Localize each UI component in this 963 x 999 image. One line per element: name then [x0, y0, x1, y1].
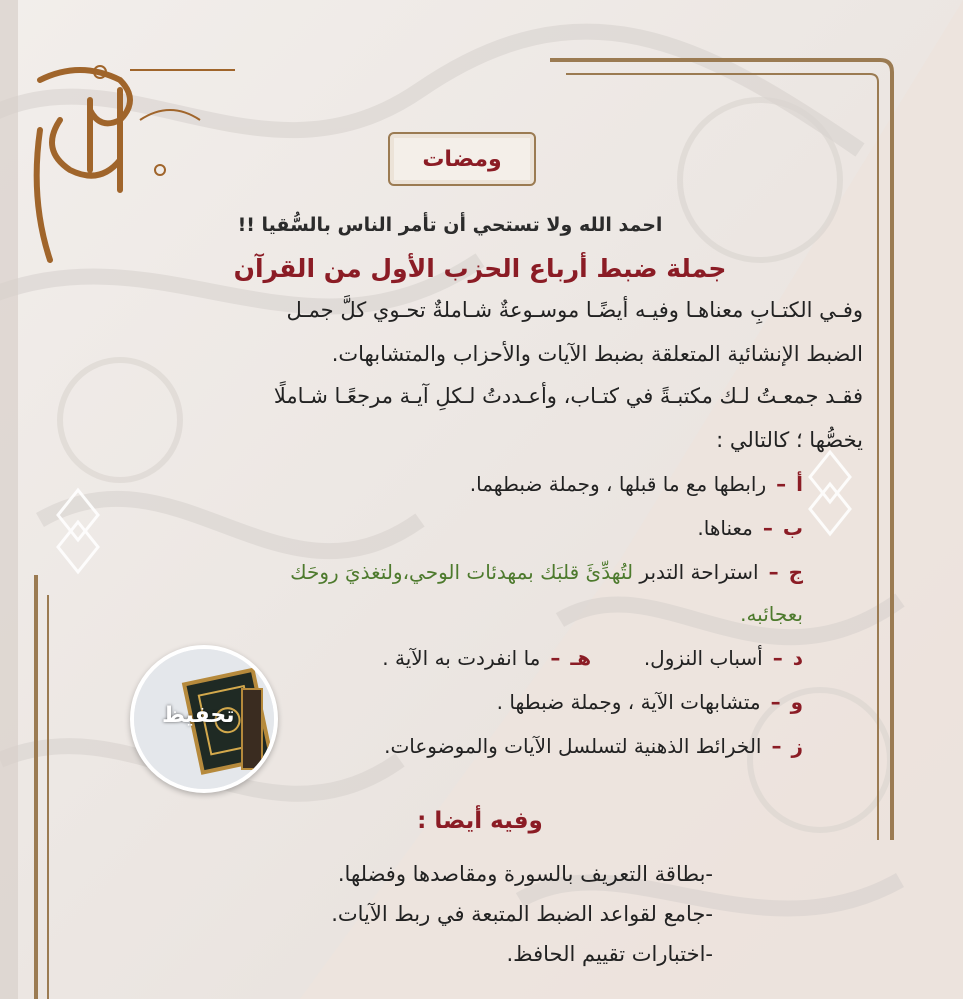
bullet-item: -اختبارات تقييم الحافظ. [506, 942, 713, 966]
bullet-item: -بطاقة التعريف بالسورة ومقاصدها وفضلها. [337, 862, 713, 886]
item-mark: ز [791, 734, 803, 758]
headline: جملة ضبط أرباع الحزب الأول من القرآن [233, 254, 727, 283]
item-text: استراحة التدبر [639, 560, 759, 584]
item-text: الخرائط الذهنية لتسلسل الآيات والموضوعات. [384, 734, 762, 758]
list-item [290, 560, 803, 584]
badge-label: ومضات [422, 146, 502, 172]
item-mark: و [790, 690, 803, 714]
paragraph-line-2: الضبط الإنشائية المتعلقة بضبط الآيات والأحزاب والمتشابهات. [331, 342, 863, 366]
item-text: ما انفردت به الآية . [382, 646, 541, 670]
item-dash: – [776, 472, 787, 496]
item-dash: – [550, 646, 561, 670]
section-badge [388, 132, 536, 186]
list-item [382, 646, 803, 670]
paragraph-line-4: يخصُّها ؛ كالتالي : [716, 428, 863, 452]
intro-line: احمد الله ولا تستحي أن تأمر الناس بالسُّقيا !! [237, 214, 663, 236]
item-text: معناها. [697, 516, 753, 540]
item-dash: – [762, 516, 773, 540]
list-item [497, 690, 803, 714]
book-photo [130, 645, 278, 793]
item-text: متشابهات الآية ، وجملة ضبطها . [496, 690, 761, 714]
list-item [384, 734, 803, 758]
item-mark: أ [796, 472, 803, 496]
item-mark: ب [782, 516, 803, 540]
item-mark: د [792, 646, 803, 670]
paragraph-line-1: وفـي الكتـابِ معناهـا وفيـه أيضًـا موسـوعةٌ شـاملةٌ تحـوي كلَّ جمـل [286, 298, 863, 322]
paragraph-line-3: فقـد جمعـتُ لـك مكتبـةً في كتـاب، وأعـددتُ لـكلِ آيـة مرجعًـا شـاملًا [273, 384, 863, 408]
item-mark: ج [788, 560, 803, 584]
item-mark: هـ [570, 646, 592, 670]
item-highlight: لتُهدِّئَ قلبَك بمهدئات الوحي،ولتغذيَ روحَك [290, 560, 634, 584]
item-highlight-continued: بعجائبه. [740, 602, 803, 626]
item-dash: – [772, 646, 783, 670]
list-item-continuation [740, 602, 803, 626]
item-text: رابطها مع ما قبلها ، وجملة ضبطهما. [469, 472, 767, 496]
section2-title: وفيه أيضا : [417, 808, 543, 834]
bullet-item: -جامع لقواعد الضبط المتبعة في ربط الآيات. [331, 902, 713, 926]
item-text: أسباب النزول. [643, 646, 763, 670]
item-dash: – [771, 734, 782, 758]
item-dash: – [770, 690, 781, 714]
list-item [470, 472, 803, 496]
list-item [697, 516, 803, 540]
photo-watermark: تحفيظ [162, 703, 235, 728]
item-dash: – [768, 560, 779, 584]
